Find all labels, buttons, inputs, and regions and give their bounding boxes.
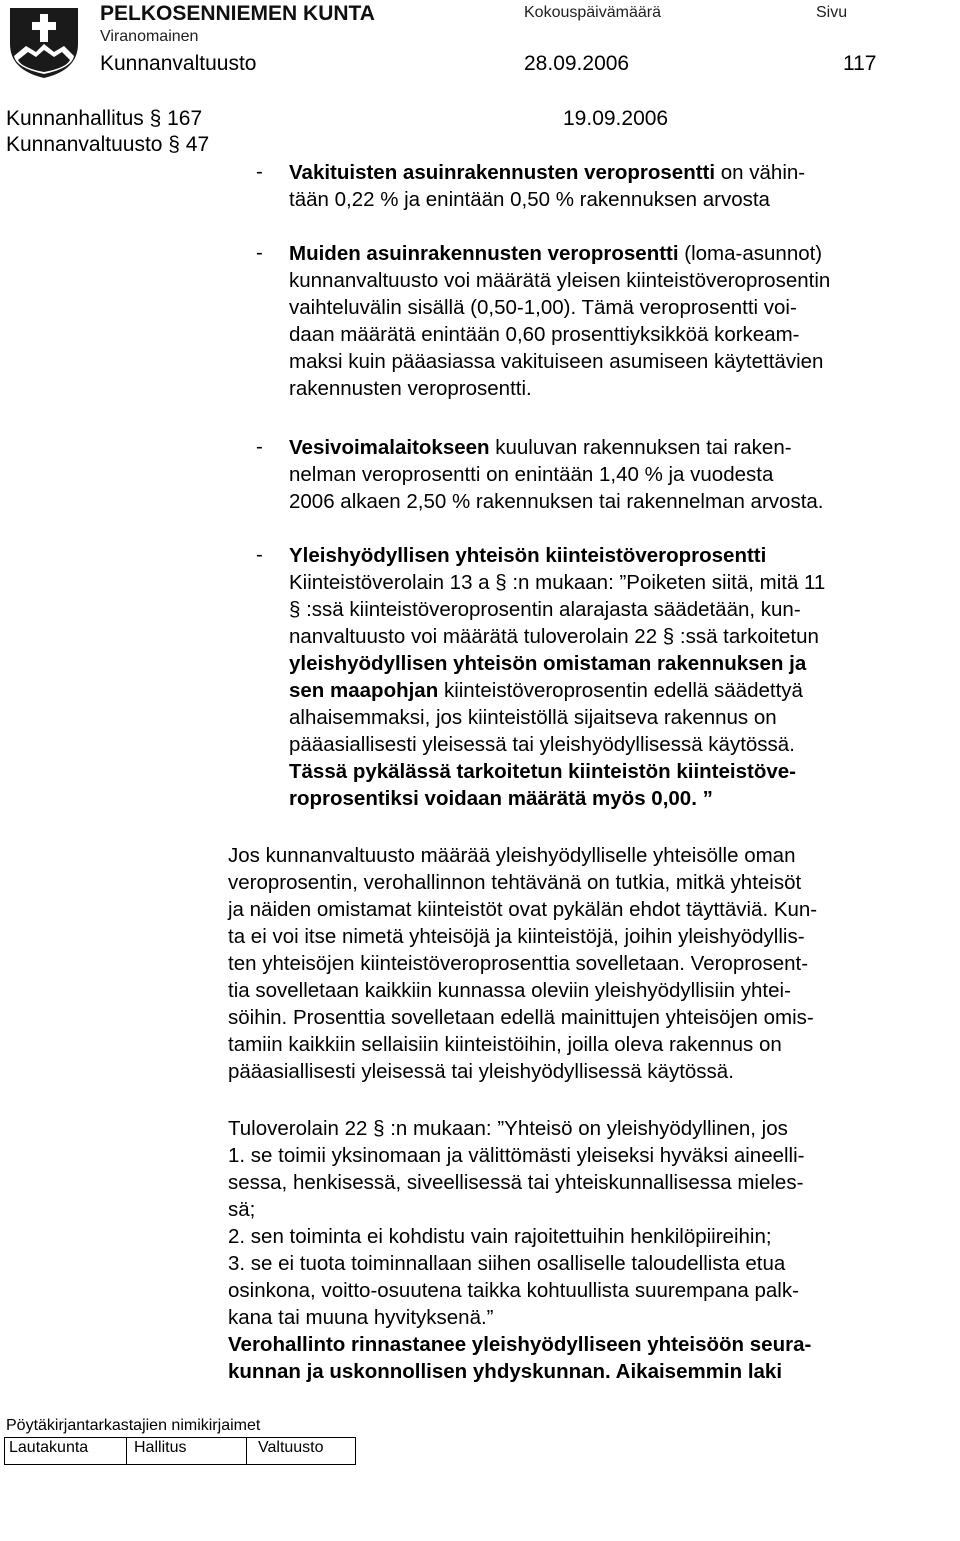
footer-initials-label: Pöytäkirjantarkastajien nimikirjaimet xyxy=(6,1417,261,1434)
bullet-dash: - xyxy=(256,543,263,566)
bullet4-line9: Tässä pykälässä tarkoitetun kiinteistön kiinteistöve- xyxy=(289,760,796,783)
footer-cell-council: Valtuusto xyxy=(258,1439,324,1456)
footer-divider xyxy=(126,1437,127,1465)
bullet4-line5: yleishyödyllisen yhteisön omistaman rakennuksen ja xyxy=(289,652,807,675)
bullet2-line4: daan määrätä enintään 0,60 prosenttiyksikköä korkeam- xyxy=(289,323,800,346)
paragraph1-line8: tamiin kaikkiin sellaisiin kiinteistöihin, joilla oleva rakennus on xyxy=(228,1033,782,1056)
page-label: Sivu xyxy=(816,4,848,21)
bullet4-line2: Kiinteistöverolain 13 a § :n mukaan: ”Poiketen siitä, mitä 11 xyxy=(289,571,826,594)
date-label: Kokouspäivämäärä xyxy=(524,4,661,21)
authority-label: Viranomainen xyxy=(100,28,199,45)
footer-cell-board: Lautakunta xyxy=(9,1439,89,1456)
bullet3-line2: nelman veroprosentti on enintään 1,40 % ja vuodesta xyxy=(289,463,774,486)
paragraph2-line4: sä; xyxy=(228,1198,256,1221)
bullet2-line6: rakennusten veroprosentti. xyxy=(289,377,532,400)
bullet-dash: - xyxy=(256,435,263,458)
date-value: 28.09.2006 xyxy=(524,52,630,75)
paragraph3-line2: kunnan ja uskonnollisen yhdyskunnan. Aikaisemmin laki xyxy=(228,1360,783,1383)
bullet4-line10: roprosentiksi voidaan määrätä myös 0,00. ” xyxy=(289,787,713,810)
paragraph1-line9: pääasiallisesti yleisessä tai yleishyödyllisessä käytössä. xyxy=(228,1060,734,1083)
paragraph2-line1: Tuloverolain 22 § :n mukaan: ”Yhteisö on yleishyödyllinen, jos xyxy=(228,1117,788,1140)
bullet4-line7: alhaisemmaksi, jos kiinteistöllä sijaitseva rakennus on xyxy=(289,706,777,729)
paragraph2-line3: sessa, henkisessä, siveellisessä tai yhteiskunnallisessa mieles- xyxy=(228,1171,804,1194)
paragraph2-line7: osinkona, voitto-osuutena taikka kohtuullista suurempana palk- xyxy=(228,1279,799,1302)
footer-cell-government: Hallitus xyxy=(134,1439,187,1456)
paragraph3-line1: Verohallinto rinnastanee yleishyödylliseen yhteisöön seura- xyxy=(228,1333,812,1356)
paragraph1-line6: tia sovelletaan kaikkiin kunnassa oleviin yleishyödyllisiin yhtei- xyxy=(228,979,791,1002)
board-reference: Kunnanhallitus § 167 xyxy=(6,107,203,130)
paragraph2-line6: 3. se ei tuota toiminnallaan siihen osalliselle taloudellista etua xyxy=(228,1252,786,1275)
bullet4-line3: § :ssä kiinteistöveroprosentin alarajasta säädetään, kun- xyxy=(289,598,801,621)
paragraph1-line3: ja näiden omistamat kiinteistöt ovat pykälän ehdot täyttäviä. Kun- xyxy=(228,898,818,921)
footer-divider xyxy=(246,1437,247,1465)
bullet4-line8: pääasiallisesti yleisessä tai yleishyödyllisessä käytössä. xyxy=(289,733,795,756)
municipality-name: PELKOSENNIEMEN KUNTA xyxy=(100,2,375,25)
paragraph1-line2: veroprosentin, verohallinnon tehtävänä on tutkia, mitkä yhteisöt xyxy=(228,871,802,894)
coat-of-arms-logo-icon xyxy=(6,6,82,80)
bullet1-line1: Vakituisten asuinrakennusten veroprosentti on vähin- xyxy=(289,161,806,184)
bullet4-line6: sen maapohjan kiinteistöveroprosentin edellä säädettyä xyxy=(289,679,803,702)
bullet4-line1: Yleishyödyllisen yhteisön kiinteistöveroprosentti xyxy=(289,544,767,567)
paragraph1-line4: ta ei voi itse nimetä yhteisöjä ja kiinteistöjä, joihin yleishyödyllis- xyxy=(228,925,805,948)
bullet4-line4: nanvaltuusto voi määrätä tuloverolain 22 § :ssä tarkoitetun xyxy=(289,625,819,648)
paragraph2-line2: 1. se toimii yksinomaan ja välittömästi yleiseksi hyväksi aineelli- xyxy=(228,1144,805,1167)
paragraph2-line5: 2. sen toiminta ei kohdistu vain rajoitettuihin henkilöpiireihin; xyxy=(228,1225,772,1248)
paragraph2-line8: kana tai muuna hyvityksenä.” xyxy=(228,1306,494,1329)
board-meeting-date: 19.09.2006 xyxy=(563,107,669,130)
bullet2-line3: vaihteluvälin sisällä (0,50-1,00). Tämä veroprosentti voi- xyxy=(289,296,797,319)
authority-value: Kunnanvaltuusto xyxy=(100,52,257,75)
bullet2-line1: Muiden asuinrakennusten veroprosentti (loma-asunnot) xyxy=(289,242,823,265)
paragraph1-line5: ten yhteisöjen kiinteistöveroprosenttia sovelletaan. Veroprosent- xyxy=(228,952,809,975)
bullet3-line1: Vesivoimalaitokseen kuuluvan rakennuksen tai raken- xyxy=(289,436,792,459)
page-number: 117 xyxy=(843,52,877,75)
paragraph1-line1: Jos kunnanvaltuusto määrää yleishyödylliselle yhteisölle oman xyxy=(228,844,796,867)
bullet1-line2: tään 0,22 % ja enintään 0,50 % rakennuksen arvosta xyxy=(289,188,770,211)
bullet2-line2: kunnanvaltuusto voi määrätä yleisen kiinteistöveroprosentin xyxy=(289,269,831,292)
bullet3-line3: 2006 alkaen 2,50 % rakennuksen tai rakennelman arvosta. xyxy=(289,490,824,513)
council-reference: Kunnanvaltuusto § 47 xyxy=(6,133,210,156)
bullet-dash: - xyxy=(256,160,263,183)
bullet2-line5: maksi kuin pääasiassa vakituiseen asumiseen käytettävien xyxy=(289,350,824,373)
bullet-dash: - xyxy=(256,241,263,264)
paragraph1-line7: söihin. Prosenttia sovelletaan edellä mainittujen yhteisöjen omis- xyxy=(228,1006,814,1029)
